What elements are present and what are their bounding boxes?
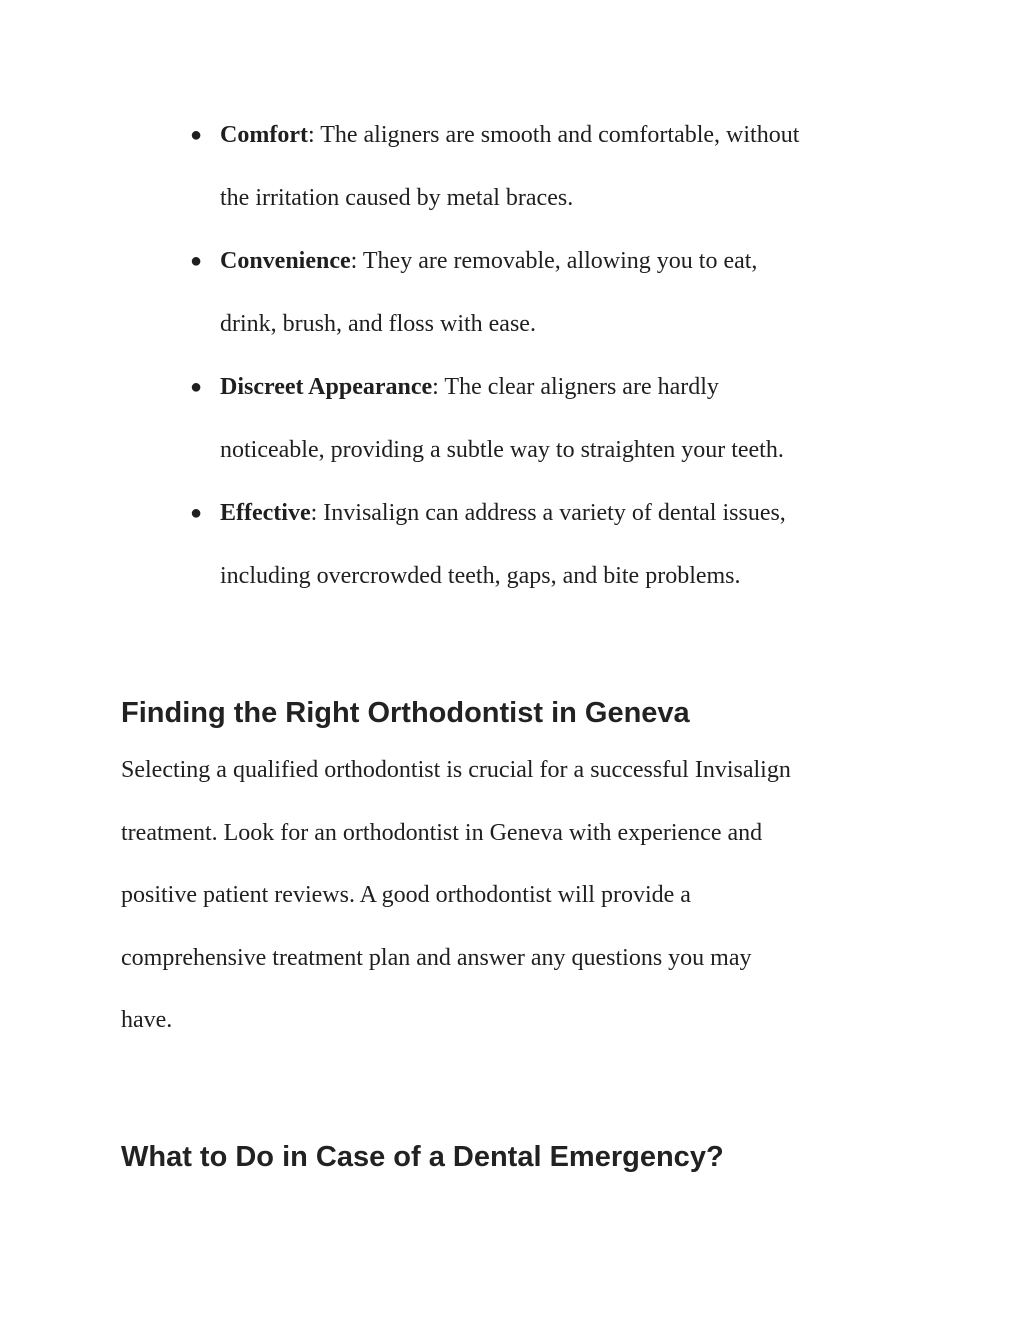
section-heading-geneva: Finding the Right Orthodontist in Geneva	[121, 697, 690, 729]
list-item	[190, 356, 910, 482]
benefit-term: Effective	[220, 500, 311, 526]
benefit-text: : They are removable, allowing you to eat,	[350, 248, 758, 274]
benefit-term: Convenience	[220, 248, 351, 274]
benefit-text: the irritation caused by metal braces.	[220, 185, 574, 211]
benefit-text: : Invisalign can address a variety of dental issues,	[310, 500, 786, 526]
bullet-icon: ●	[190, 502, 203, 524]
benefit-text: drink, brush, and floss with ease.	[220, 311, 536, 337]
section-paragraph-geneva	[121, 739, 901, 1052]
list-item	[190, 230, 910, 356]
section-heading-emergency: What to Do in Case of a Dental Emergency?	[121, 1141, 724, 1173]
benefit-text: noticeable, providing a subtle way to straighten your teeth.	[220, 437, 784, 463]
paragraph-line: treatment. Look for an orthodontist in Geneva with experience and	[121, 819, 763, 846]
benefit-text: : The clear aligners are hardly	[432, 374, 719, 400]
bullet-icon: ●	[190, 376, 203, 398]
bullet-icon: ●	[190, 250, 203, 272]
paragraph-line: positive patient reviews. A good orthodontist will provide a	[121, 882, 691, 908]
benefit-term: Comfort	[220, 122, 308, 148]
benefit-text: : The aligners are smooth and comfortable, without	[307, 122, 800, 148]
benefits-list	[190, 104, 910, 608]
paragraph-line: Selecting a qualified orthodontist is crucial for a successful Invisalign	[121, 757, 791, 783]
list-item	[190, 482, 910, 608]
bullet-icon: ●	[190, 124, 203, 146]
paragraph-line: comprehensive treatment plan and answer any questions you may	[121, 944, 752, 971]
list-item	[190, 104, 910, 230]
benefit-term: Discreet Appearance	[220, 374, 433, 400]
paragraph-line: have.	[121, 1007, 173, 1033]
benefit-text: including overcrowded teeth, gaps, and bite problems.	[220, 563, 741, 589]
